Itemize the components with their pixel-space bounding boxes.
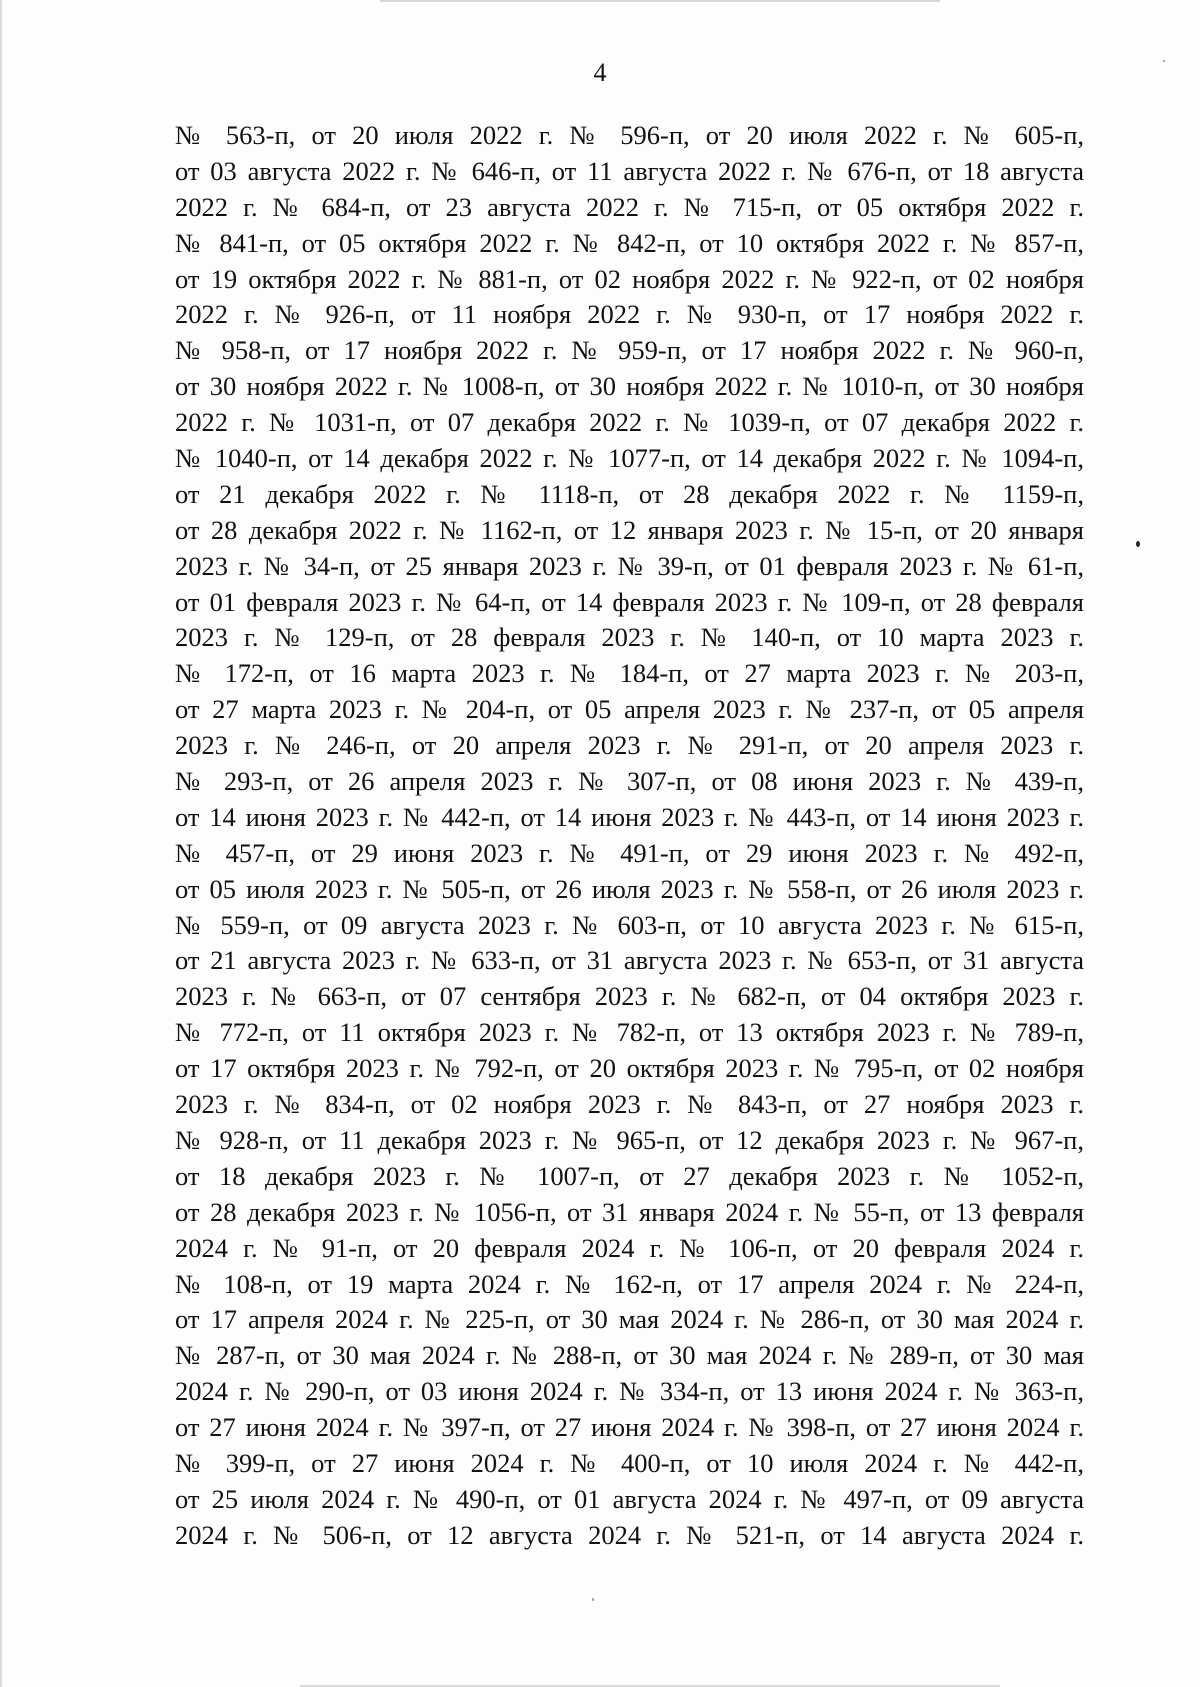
document-body-text xyxy=(175,118,1084,1554)
text-line: от 01 февраля 2023 г. № 64-п, от 14 февраля 2023 г. № 109-п, от 28 февраля xyxy=(175,586,1084,617)
text-line: № 772-п, от 11 октября 2023 г. № 782-п, от 13 октября 2023 г. № 789-п, xyxy=(175,1017,1084,1048)
text-line: № 928-п, от 11 декабря 2023 г. № 965-п, от 12 декабря 2023 г. № 967-п, xyxy=(175,1124,1084,1155)
text-line: от 28 декабря 2022 г. № 1162-п, от 12 января 2023 г. № 15-п, от 20 января xyxy=(175,514,1084,545)
text-line: № 457-п, от 29 июня 2023 г. № 491-п, от 29 июня 2023 г. № 492-п, xyxy=(175,837,1084,868)
text-line: от 18 декабря 2023 г. № 1007-п, от 27 декабря 2023 г. № 1052-п, xyxy=(175,1160,1084,1191)
text-line: № 287-п, от 30 мая 2024 г. № 288-п, от 30 мая 2024 г. № 289-п, от 30 мая xyxy=(175,1340,1084,1371)
text-line: 2024 г. № 91-п, от 20 февраля 2024 г. № 106-п, от 20 февраля 2024 г. xyxy=(175,1232,1084,1263)
scan-speck xyxy=(1163,60,1165,62)
text-line: 2022 г. № 1031-п, от 07 декабря 2022 г. № 1039-п, от 07 декабря 2022 г. xyxy=(175,407,1084,438)
text-line: 2022 г. № 926-п, от 11 ноября 2022 г. № 930-п, от 17 ноября 2022 г. xyxy=(175,299,1084,330)
text-line: 2023 г. № 34-п, от 25 января 2023 г. № 39-п, от 01 февраля 2023 г. № 61-п, xyxy=(175,550,1084,581)
text-line: от 27 марта 2023 г. № 204-п, от 05 апреля 2023 г. № 237-п, от 05 апреля xyxy=(175,694,1084,725)
text-line: от 28 декабря 2023 г. № 1056-п, от 31 января 2024 г. № 55-п, от 13 февраля xyxy=(175,1196,1084,1227)
text-line: 2024 г. № 290-п, от 03 июня 2024 г. № 334-п, от 13 июня 2024 г. № 363-п, xyxy=(175,1376,1084,1407)
text-line: № 399-п, от 27 июня 2024 г. № 400-п, от 10 июля 2024 г. № 442-п, xyxy=(175,1447,1084,1478)
scan-top-artifact xyxy=(380,0,940,2)
text-line: от 21 августа 2023 г. № 633-п, от 31 августа 2023 г. № 653-п, от 31 августа xyxy=(175,945,1084,976)
scan-speck xyxy=(1136,541,1140,547)
text-line: № 958-п, от 17 ноября 2022 г. № 959-п, от 17 ноября 2022 г. № 960-п, xyxy=(175,335,1084,366)
text-line: от 17 апреля 2024 г. № 225-п, от 30 мая 2024 г. № 286-п, от 30 мая 2024 г. xyxy=(175,1304,1084,1335)
text-line: от 05 июля 2023 г. № 505-п, от 26 июля 2023 г. № 558-п, от 26 июля 2023 г. xyxy=(175,873,1084,904)
text-line: от 21 декабря 2022 г. № 1118-п, от 28 декабря 2022 г. № 1159-п, xyxy=(175,478,1084,509)
text-line: 2022 г. № 684-п, от 23 августа 2022 г. № 715-п, от 05 октября 2022 г. xyxy=(175,191,1084,222)
scan-edge-shadow xyxy=(0,0,3,1687)
text-line: 2023 г. № 246-п, от 20 апреля 2023 г. № 291-п, от 20 апреля 2023 г. xyxy=(175,730,1084,761)
scan-speck xyxy=(592,1598,594,1601)
text-line: 2024 г. № 506-п, от 12 августа 2024 г. № 521-п, от 14 августа 2024 г. xyxy=(175,1519,1084,1550)
text-line: № 293-п, от 26 апреля 2023 г. № 307-п, от 08 июня 2023 г. № 439-п, xyxy=(175,766,1084,797)
text-line: № 172-п, от 16 марта 2023 г. № 184-п, от 27 марта 2023 г. № 203-п, xyxy=(175,658,1084,689)
page-number: 4 xyxy=(593,58,607,87)
text-line: от 17 октября 2023 г. № 792-п, от 20 октября 2023 г. № 795-п, от 02 ноября xyxy=(175,1053,1084,1084)
text-line: 2023 г. № 663-п, от 07 сентября 2023 г. № 682-п, от 04 октября 2023 г. xyxy=(175,981,1084,1012)
text-line: 2023 г. № 129-п, от 28 февраля 2023 г. № 140-п, от 10 марта 2023 г. xyxy=(175,622,1084,653)
text-line: № 841-п, от 05 октября 2022 г. № 842-п, от 10 октября 2022 г. № 857-п, xyxy=(175,227,1084,258)
text-line: 2023 г. № 834-п, от 02 ноября 2023 г. № 843-п, от 27 ноября 2023 г. xyxy=(175,1089,1084,1120)
text-line: от 27 июня 2024 г. № 397-п, от 27 июня 2024 г. № 398-п, от 27 июня 2024 г. xyxy=(175,1412,1084,1443)
text-line: № 563-п, от 20 июля 2022 г. № 596-п, от 20 июля 2022 г. № 605-п, xyxy=(175,120,1084,150)
text-line: № 1040-п, от 14 декабря 2022 г. № 1077-п, от 14 декабря 2022 г. № 1094-п, xyxy=(175,443,1084,474)
text-line: от 14 июня 2023 г. № 442-п, от 14 июня 2023 г. № 443-п, от 14 июня 2023 г. xyxy=(175,801,1084,832)
text-line: от 19 октября 2022 г. № 881-п, от 02 ноября 2022 г. № 922-п, от 02 ноября xyxy=(175,263,1084,294)
text-line: от 25 июля 2024 г. № 490-п, от 01 августа 2024 г. № 497-п, от 09 августа xyxy=(175,1483,1084,1514)
text-line: № 108-п, от 19 марта 2024 г. № 162-п, от 17 апреля 2024 г. № 224-п, xyxy=(175,1268,1084,1299)
text-line: от 30 ноября 2022 г. № 1008-п, от 30 ноября 2022 г. № 1010-п, от 30 ноября xyxy=(175,371,1084,402)
text-line: № 559-п, от 09 августа 2023 г. № 603-п, от 10 августа 2023 г. № 615-п, xyxy=(175,909,1084,940)
text-line: от 03 августа 2022 г. № 646-п, от 11 августа 2022 г. № 676-п, от 18 августа xyxy=(175,155,1084,186)
